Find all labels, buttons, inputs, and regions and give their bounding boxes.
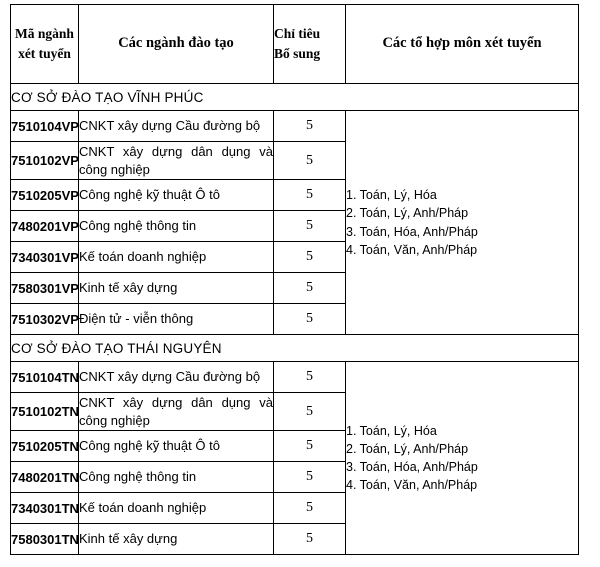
subject-combination-item: 2. Toán, Lý, Anh/Pháp	[346, 206, 469, 221]
program-quota: 5	[274, 462, 346, 493]
column-header-quota-line2: Bổ sung	[274, 46, 321, 61]
program-code: 7510104VP	[11, 111, 79, 142]
program-code: 7580301VP	[11, 273, 79, 304]
table-row	[11, 362, 579, 393]
program-quota: 5	[274, 211, 346, 242]
column-header-code	[11, 5, 79, 84]
program-name: CNKT xây dựng Cầu đường bộ	[79, 111, 274, 142]
subject-combination-item: 1. Toán, Lý, Hóa	[346, 423, 437, 438]
subject-combination-item: 4. Toán, Văn, Anh/Pháp	[346, 478, 478, 493]
program-code: 7510205TN	[11, 431, 79, 462]
section-header-row-vinh-phuc	[11, 84, 579, 111]
program-name: Kế toán doanh nghiệp	[79, 242, 274, 273]
column-header-quota-line1: Chỉ tiêu	[274, 26, 321, 42]
column-header-program-name: Các ngành đào tạo	[79, 5, 274, 84]
program-code: 7510205VP	[11, 180, 79, 211]
section-title-vinh-phuc: CƠ SỞ ĐÀO TẠO VĨNH PHÚC	[11, 84, 579, 111]
program-quota: 5	[274, 524, 346, 555]
program-code: 7510104TN	[11, 362, 79, 393]
program-name: Kế toán doanh nghiệp	[79, 493, 274, 524]
program-name: CNKT xây dựng Cầu đường bộ	[79, 362, 274, 393]
program-name: Điện tử - viễn thông	[79, 304, 274, 335]
subject-combination-item: 3. Toán, Hóa, Anh/Pháp	[346, 224, 478, 239]
program-quota: 5	[274, 362, 346, 393]
program-name: Công nghệ kỹ thuật Ô tô	[79, 180, 274, 211]
subject-combination-item: 2. Toán, Lý, Anh/Pháp	[346, 441, 469, 456]
column-header-code-line1: Mã ngành	[15, 26, 74, 42]
program-quota: 5	[274, 393, 346, 431]
subject-combination-item: 1. Toán, Lý, Hóa	[346, 188, 437, 202]
program-quota: 5	[274, 273, 346, 304]
program-quota: 5	[274, 431, 346, 462]
program-name: CNKT xây dựng dân dụng và công nghiệp	[79, 393, 274, 431]
program-quota: 5	[274, 242, 346, 273]
program-name: Công nghệ thông tin	[79, 462, 274, 493]
program-code: 7340301VP	[11, 242, 79, 273]
subject-combinations-cell-thai-nguyen	[346, 362, 579, 555]
program-code: 7480201VP	[11, 211, 79, 242]
subject-combination-list	[346, 186, 578, 259]
program-name: Công nghệ kỹ thuật Ô tô	[79, 431, 274, 462]
program-code: 7480201TN	[11, 462, 79, 493]
program-code: 7510302VP	[11, 304, 79, 335]
program-name: CNKT xây dựng dân dụng và công nghiệp	[79, 142, 274, 180]
table-header-row	[11, 5, 579, 84]
section-title-thai-nguyen: CƠ SỞ ĐÀO TẠO THÁI NGUYÊN	[11, 335, 579, 362]
subject-combination-item: 3. Toán, Hóa, Anh/Pháp	[346, 460, 478, 474]
program-name: Kinh tế xây dựng	[79, 524, 274, 555]
column-header-quota	[274, 5, 346, 84]
program-quota: 5	[274, 142, 346, 180]
program-quota: 5	[274, 180, 346, 211]
section-header-row-thai-nguyen	[11, 335, 579, 362]
subject-combinations-cell-vinh-phuc	[346, 111, 579, 335]
program-code: 7580301TN	[11, 524, 79, 555]
program-name: Kinh tế xây dựng	[79, 273, 274, 304]
subject-combination-list	[346, 422, 578, 495]
program-name: Công nghệ thông tin	[79, 211, 274, 242]
program-quota: 5	[274, 493, 346, 524]
program-code: 7510102TN	[11, 393, 79, 431]
program-code: 7510102VP	[11, 142, 79, 180]
column-header-subject-combinations: Các tổ hợp môn xét tuyển	[346, 5, 579, 84]
program-quota: 5	[274, 111, 346, 142]
subject-combination-item: 4. Toán, Văn, Anh/Pháp	[346, 242, 478, 257]
admissions-table	[10, 4, 579, 555]
table-row	[11, 111, 579, 142]
program-quota: 5	[274, 304, 346, 335]
column-header-code-line2: xét tuyển	[18, 46, 71, 61]
program-code: 7340301TN	[11, 493, 79, 524]
